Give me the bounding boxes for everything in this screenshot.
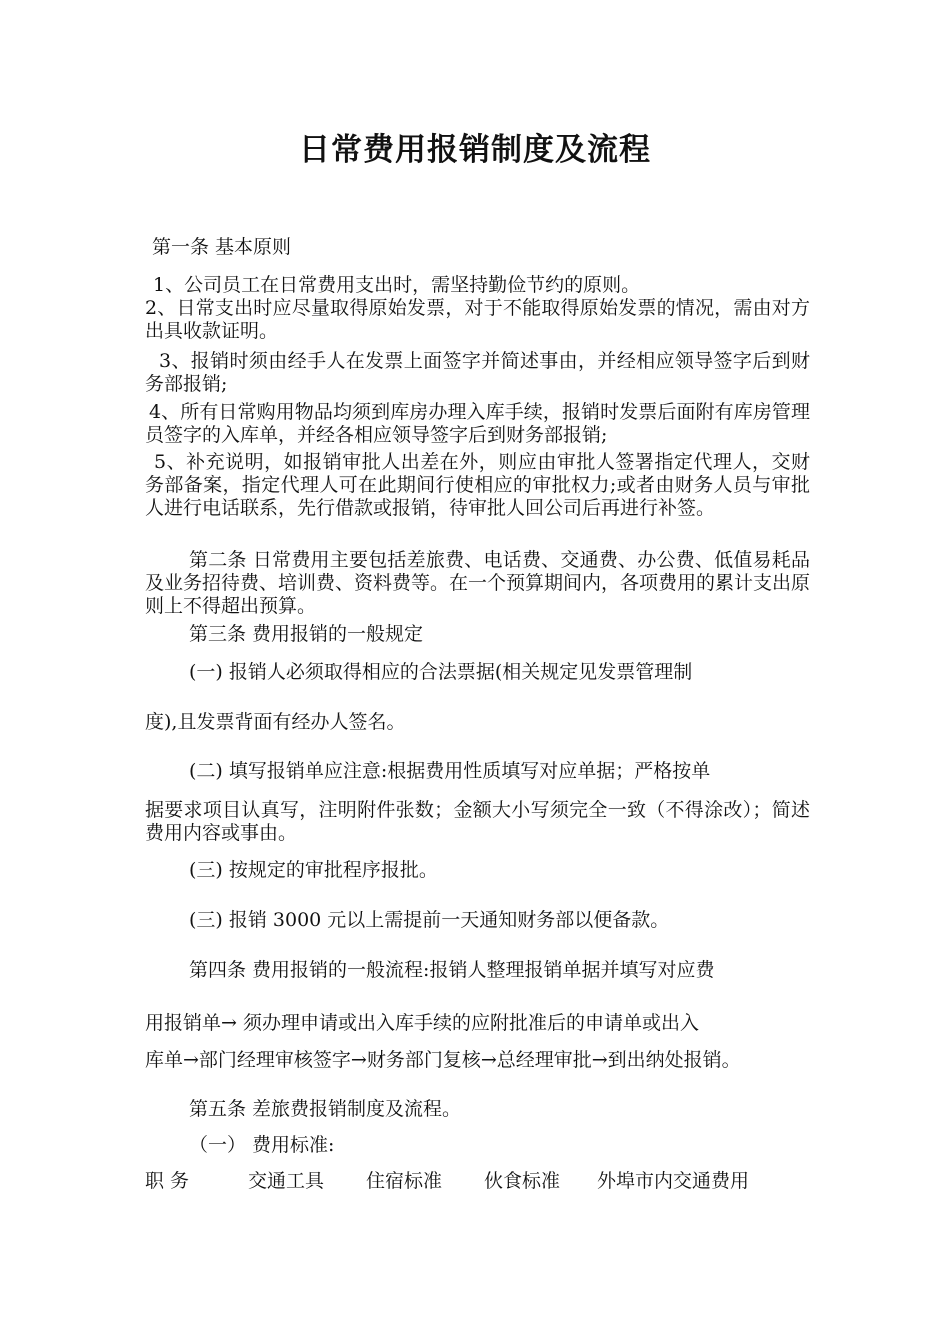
article-5-heading: 第五条 差旅费报销制度及流程。 (189, 1098, 462, 1120)
table-header-position: 职 务 (145, 1170, 190, 1192)
article-4-line-1: 第四条 费用报销的一般流程:报销人整理报销单据并填写对应费 (189, 959, 715, 981)
article-1-item-3: 3、报销时须由经手人在发票上面签字并简述事由，并经相应领导签字后到财务部报销; (145, 350, 810, 395)
article-1-item-4: 4、所有日常购用物品均须到库房办理入库手续，报销时发票后面附有库房管理员签字的入库单，并经各相应领导签字后到财务部报销; (145, 401, 810, 446)
article-3-item-1-line-1: (一) 报销人必须取得相应的合法票据(相关规定见发票管理制 (189, 661, 693, 683)
article-4-line-3: 库单→部门经理审核签字→财务部门复核→总经理审批→到出纳处报销。 (145, 1049, 741, 1071)
table-header-lodging: 住宿标准 (366, 1170, 443, 1192)
article-3-item-1-line-2: 度),且发票背面有经办人签名。 (145, 711, 406, 733)
article-3-item-2-rest: 据要求项目认真写，注明附件张数；金额大小写须完全一致（不得涂改）；简述费用内容或事由。 (145, 799, 810, 844)
article-1-item-2: 2、日常支出时应尽量取得原始发票，对于不能取得原始发票的情况，需由对方出具收款证明。 (145, 297, 810, 342)
article-1-item-1: 1、公司员工在日常费用支出时，需坚持勤俭节约的原则。 (153, 274, 641, 296)
document-title: 日常费用报销制度及流程 (299, 132, 651, 168)
article-3-item-2-line-1: (二) 填写报销单应注意:根据费用性质填写对应单据；严格按单 (189, 760, 711, 782)
article-5-sub-1: （一） 费用标准: (189, 1134, 335, 1156)
article-2: 第二条 日常费用主要包括差旅费、电话费、交通费、办公费、低值易耗品及业务招待费、培训费、资料费等。在一个预算期间内，各项费用的累计支出原则上不得超出预算。 (145, 549, 811, 617)
article-1-heading: 第一条 基本原则 (152, 236, 292, 258)
table-header-meals: 伙食标准 (484, 1170, 561, 1192)
article-3-item-3: (三) 按规定的审批程序报批。 (189, 859, 438, 881)
expense-standard-table-header (145, 1170, 810, 1193)
article-3-item-4: (三) 报销 3000 元以上需提前一天通知财务部以便备款。 (189, 909, 670, 931)
article-4-line-2: 用报销单→ 须办理申请或出入库手续的应附批准后的申请单或出入 (145, 1012, 699, 1034)
article-3-heading: 第三条 费用报销的一般规定 (189, 623, 424, 645)
table-header-transport: 交通工具 (248, 1170, 325, 1192)
article-1-item-5: 5、补充说明，如报销审批人出差在外，则应由审批人签署指定代理人，交财务部备案，指定代理人可在此期间行使相应的审批权力;或者由财务人员与审批人进行电话联系，先行借款或报销，待审批人回公司后再进行补签。 (145, 451, 810, 519)
table-header-local-transport: 外埠市内交通费用 (597, 1170, 750, 1192)
